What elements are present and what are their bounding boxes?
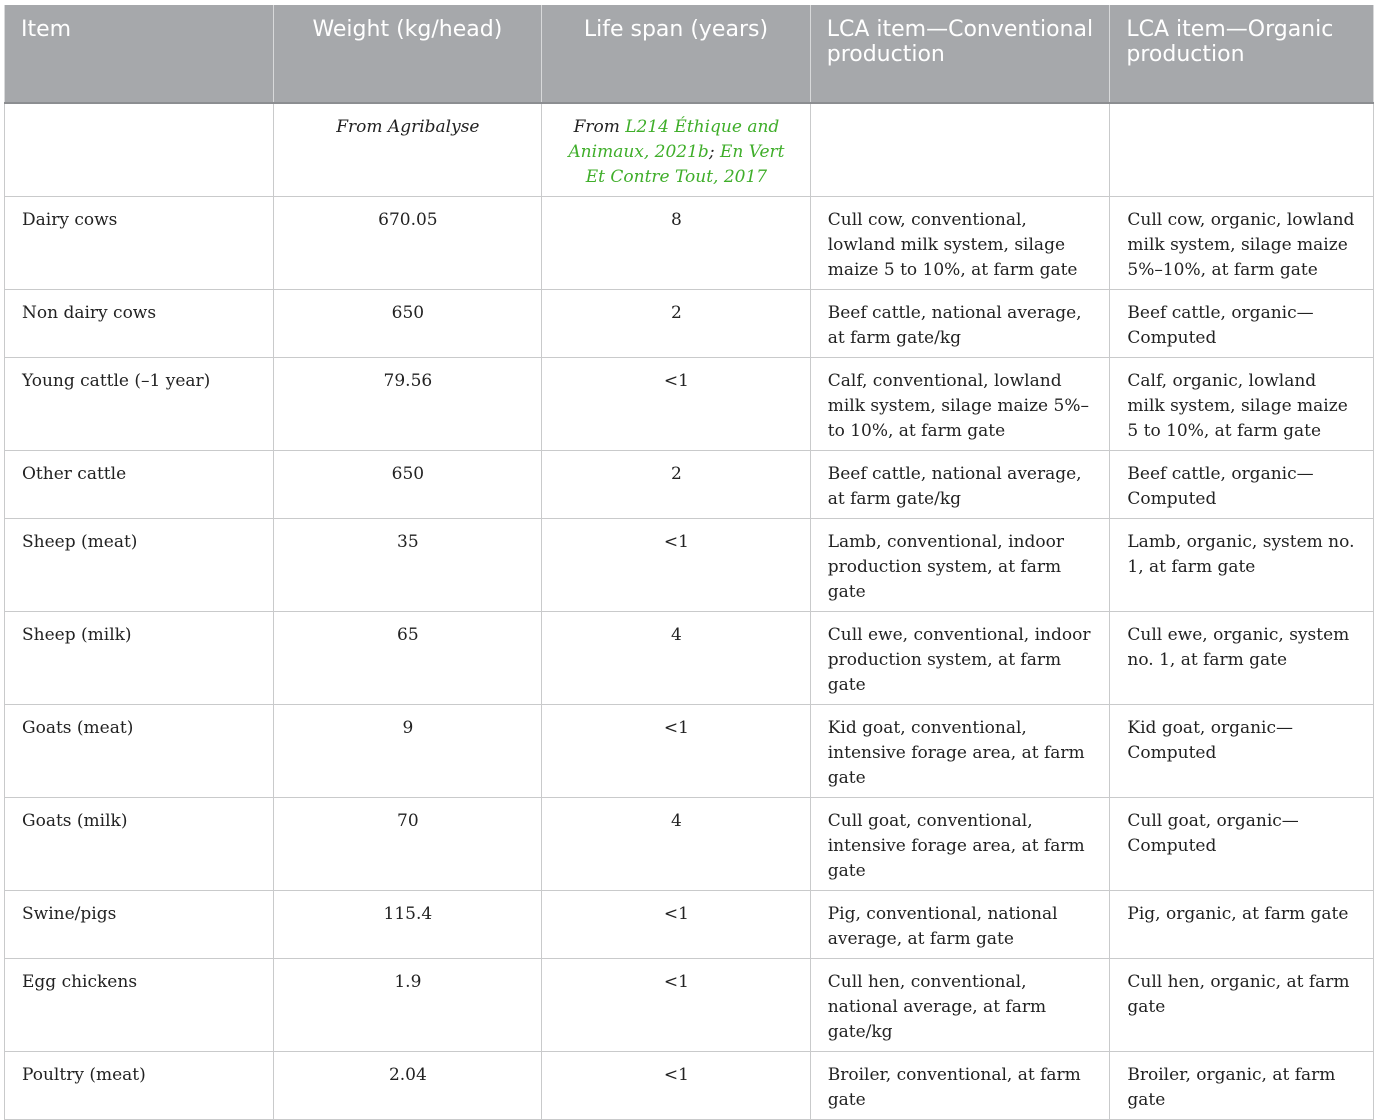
lifespan-cell: <1 bbox=[542, 959, 811, 1052]
conventional-cell: Pig, conventional, national average, at farm gate bbox=[810, 891, 1110, 959]
lifespan-source-separator: ; bbox=[708, 142, 720, 162]
header-organic: LCA item—Organic production bbox=[1110, 5, 1374, 103]
weight-cell: 79.56 bbox=[273, 358, 542, 451]
table-row bbox=[5, 891, 1374, 959]
lifespan-cell: 2 bbox=[542, 451, 811, 519]
conventional-cell: Broiler, conventional, at farm gate bbox=[810, 1052, 1110, 1120]
weight-cell: 2.04 bbox=[273, 1052, 542, 1120]
lifespan-cell: 4 bbox=[542, 612, 811, 705]
conventional-cell: Beef cattle, national average, at farm gate/kg bbox=[810, 290, 1110, 358]
item-cell: Non dairy cows bbox=[5, 290, 274, 358]
organic-cell: Cull cow, organic, lowland milk system, silage maize 5%–10%, at farm gate bbox=[1110, 197, 1374, 290]
conventional-cell: Cull hen, conventional, national average, at farm gate/kg bbox=[810, 959, 1110, 1052]
conventional-cell: Cull cow, conventional, lowland milk system, silage maize 5 to 10%, at farm gate bbox=[810, 197, 1110, 290]
item-cell: Sheep (milk) bbox=[5, 612, 274, 705]
organic-cell: Pig, organic, at farm gate bbox=[1110, 891, 1374, 959]
lifespan-cell: <1 bbox=[542, 1052, 811, 1120]
table-row bbox=[5, 519, 1374, 612]
weight-cell: 670.05 bbox=[273, 197, 542, 290]
organic-cell: Beef cattle, organic—Computed bbox=[1110, 451, 1374, 519]
table-row bbox=[5, 1052, 1374, 1120]
conventional-cell: Beef cattle, national average, at farm gate/kg bbox=[810, 451, 1110, 519]
conventional-cell: Cull ewe, conventional, indoor production system, at farm gate bbox=[810, 612, 1110, 705]
source-item-cell bbox=[5, 103, 274, 197]
item-cell: Dairy cows bbox=[5, 197, 274, 290]
lifespan-cell: <1 bbox=[542, 891, 811, 959]
organic-cell: Kid goat, organic—Computed bbox=[1110, 705, 1374, 798]
lifespan-cell: <1 bbox=[542, 358, 811, 451]
table-row bbox=[5, 358, 1374, 451]
lifespan-cell: 2 bbox=[542, 290, 811, 358]
reference-link-en-vert[interactable]: En Vert Et Contre Tout, 2017 bbox=[585, 142, 785, 187]
table-row bbox=[5, 290, 1374, 358]
organic-cell: Beef cattle, organic—Computed bbox=[1110, 290, 1374, 358]
conventional-cell: Cull goat, conventional, intensive forage area, at farm gate bbox=[810, 798, 1110, 891]
conventional-cell: Lamb, conventional, indoor production system, at farm gate bbox=[810, 519, 1110, 612]
conventional-cell: Calf, conventional, lowland milk system, silage maize 5%–to 10%, at farm gate bbox=[810, 358, 1110, 451]
header-weight: Weight (kg/head) bbox=[273, 5, 542, 103]
header-lifespan: Life span (years) bbox=[542, 5, 811, 103]
table-row bbox=[5, 197, 1374, 290]
organic-cell: Lamb, organic, system no. 1, at farm gate bbox=[1110, 519, 1374, 612]
organic-cell: Broiler, organic, at farm gate bbox=[1110, 1052, 1374, 1120]
weight-cell: 115.4 bbox=[273, 891, 542, 959]
organic-cell: Cull goat, organic—Computed bbox=[1110, 798, 1374, 891]
source-row bbox=[5, 103, 1374, 197]
header-item: Item bbox=[5, 5, 274, 103]
table-row bbox=[5, 798, 1374, 891]
header-conventional: LCA item—Conventional production bbox=[810, 5, 1110, 103]
weight-cell: 9 bbox=[273, 705, 542, 798]
lifespan-source-note bbox=[542, 103, 811, 197]
lifespan-cell: <1 bbox=[542, 519, 811, 612]
item-cell: Goats (milk) bbox=[5, 798, 274, 891]
table-row bbox=[5, 959, 1374, 1052]
item-cell: Swine/pigs bbox=[5, 891, 274, 959]
weight-cell: 70 bbox=[273, 798, 542, 891]
lifespan-source-prefix: From bbox=[573, 117, 626, 137]
conventional-cell: Kid goat, conventional, intensive forage area, at farm gate bbox=[810, 705, 1110, 798]
item-cell: Poultry (meat) bbox=[5, 1052, 274, 1120]
organic-cell: Cull ewe, organic, system no. 1, at farm gate bbox=[1110, 612, 1374, 705]
weight-cell: 650 bbox=[273, 290, 542, 358]
source-conv-cell bbox=[810, 103, 1110, 197]
weight-cell: 650 bbox=[273, 451, 542, 519]
table-row bbox=[5, 705, 1374, 798]
item-cell: Young cattle (–1 year) bbox=[5, 358, 274, 451]
item-cell: Goats (meat) bbox=[5, 705, 274, 798]
reference-link-l214[interactable]: L214 Éthique and Animaux, 2021b bbox=[568, 117, 780, 162]
weight-cell: 1.9 bbox=[273, 959, 542, 1052]
item-cell: Egg chickens bbox=[5, 959, 274, 1052]
table-row bbox=[5, 451, 1374, 519]
weight-cell: 65 bbox=[273, 612, 542, 705]
item-cell: Other cattle bbox=[5, 451, 274, 519]
table-row bbox=[5, 612, 1374, 705]
organic-cell: Calf, organic, lowland milk system, silage maize 5 to 10%, at farm gate bbox=[1110, 358, 1374, 451]
item-cell: Sheep (meat) bbox=[5, 519, 274, 612]
lifespan-cell: <1 bbox=[542, 705, 811, 798]
lifespan-cell: 4 bbox=[542, 798, 811, 891]
header-row bbox=[5, 5, 1374, 103]
organic-cell: Cull hen, organic, at farm gate bbox=[1110, 959, 1374, 1052]
weight-source-note: From Agribalyse bbox=[273, 103, 542, 197]
weight-cell: 35 bbox=[273, 519, 542, 612]
lifespan-cell: 8 bbox=[542, 197, 811, 290]
source-org-cell bbox=[1110, 103, 1374, 197]
lca-table bbox=[4, 5, 1374, 1120]
